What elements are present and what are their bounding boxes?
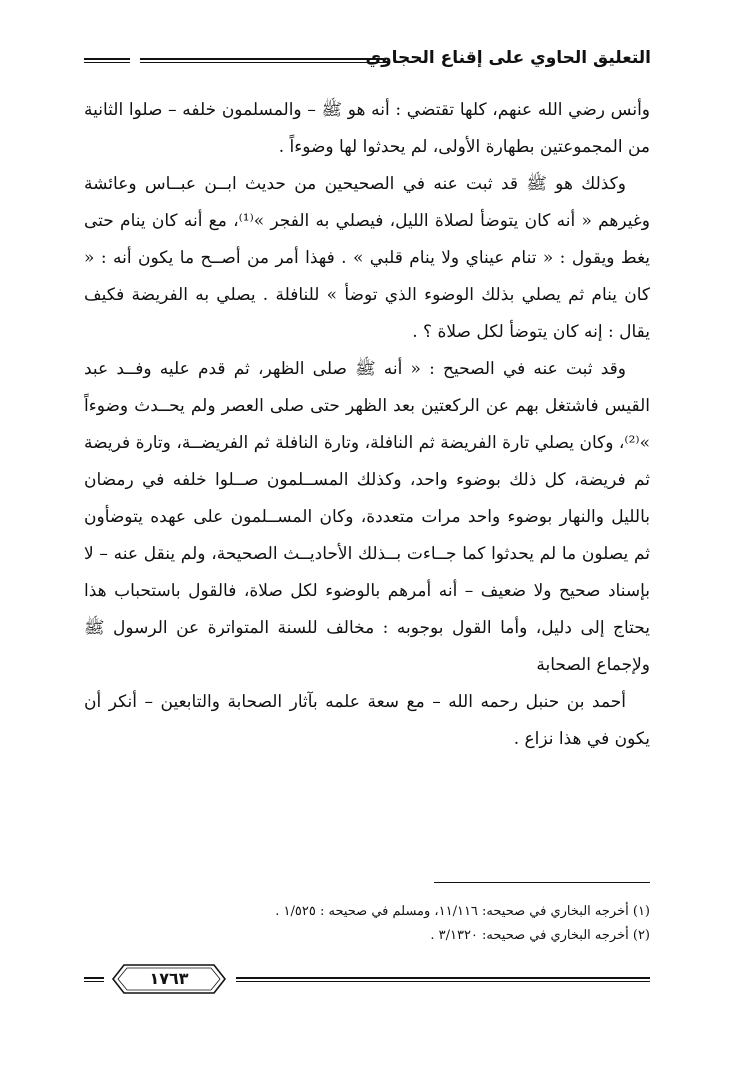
main-text: [84, 92, 650, 758]
page-footer: [84, 962, 650, 998]
running-header: [84, 44, 651, 78]
footnote: (١) أخرجه البخاري في صحيحه: ١١/١١٦، ومسلم في صحيحه : ١/٥٢٥ .: [275, 904, 650, 919]
footer-rule-long: [236, 977, 650, 982]
header-rule-right: [140, 58, 386, 63]
footnote: (٢) أخرجه البخاري في صحيحه: ٣/١٣٢٠ .: [430, 928, 650, 943]
page-number: ١٧٦٣: [149, 969, 189, 988]
footnotes: [84, 900, 650, 948]
paragraph: وقد ثبت عنه في الصحيح : « أنه ﷺ صلى الظهر، ثم قدم عليه وفــد عبد القيس فاشتغل بهم عن الركعتين بعد الظهر حتى صلى العصر ولم يحــدث وضوءاً »⁽²⁾، وكان يصلي تارة الفريضة ثم النافلة، وتارة النافلة ثم الفريضــة، وتارة فريضة ثم فريضة، كل ذلك بوضوء واحد، وكذلك المســلمون صــلوا خلفه في رمضان بالليل والنهار بوضوء واحد مرات متعددة، وكان المســلمون على عهده يتوضأون ثم يصلون ما لم يحدثوا كما جــاءت بــذلك الأحاديــث الصحيحة، ولم ينقل عنه – لا بإسناد صحيح ولا ضعيف – أنه أمرهم بالوضوء لكل صلاة، فالقول باستحباب هذا يحتاج إلى دليل، وأما القول بوجوبه : مخالف للسنة المتواترة عن الرسول ﷺ ولإجماع الصحابة: [84, 359, 650, 675]
paragraph: أحمد بن حنبل رحمه الله – مع سعة علمه بآثار الصحابة والتابعين – أنكر أن يكون في هذا نزاع .: [84, 692, 650, 749]
paragraph: وكذلك هو ﷺ قد ثبت عنه في الصحيحين من حديث ابــن عبــاس وعائشة وغيرهم « أنه كان يتوضأ لصلاة الليل، فيصلي به الفجر »⁽¹⁾، مع أنه كان ينام حتى يغط ويقول : « تنام عيناي ولا ينام قلبي » . فهذا أمر من أصــح ما يكون أنه : « كان ينام ثم يصلي بذلك الوضوء الذي توضأ » للنافلة . يصلي به الفريضة فكيف يقال : إنه كان يتوضأ لكل صلاة ؟ .: [84, 174, 650, 342]
footer-rule-short: [84, 977, 104, 982]
footnote-separator: [434, 882, 650, 883]
header-rule-left: [84, 58, 130, 63]
page-number-badge: [112, 964, 226, 994]
header-title: التعليق الحاوي على إقناع الحجاوي: [365, 48, 651, 68]
paragraph: وأنس رضي الله عنهم، كلها تقتضي : أنه هو ﷺ – والمسلمون خلفه – صلوا الثانية من المجموعتين بطهارة الأولى، لم يحدثوا لها وضوءاً .: [84, 100, 650, 157]
